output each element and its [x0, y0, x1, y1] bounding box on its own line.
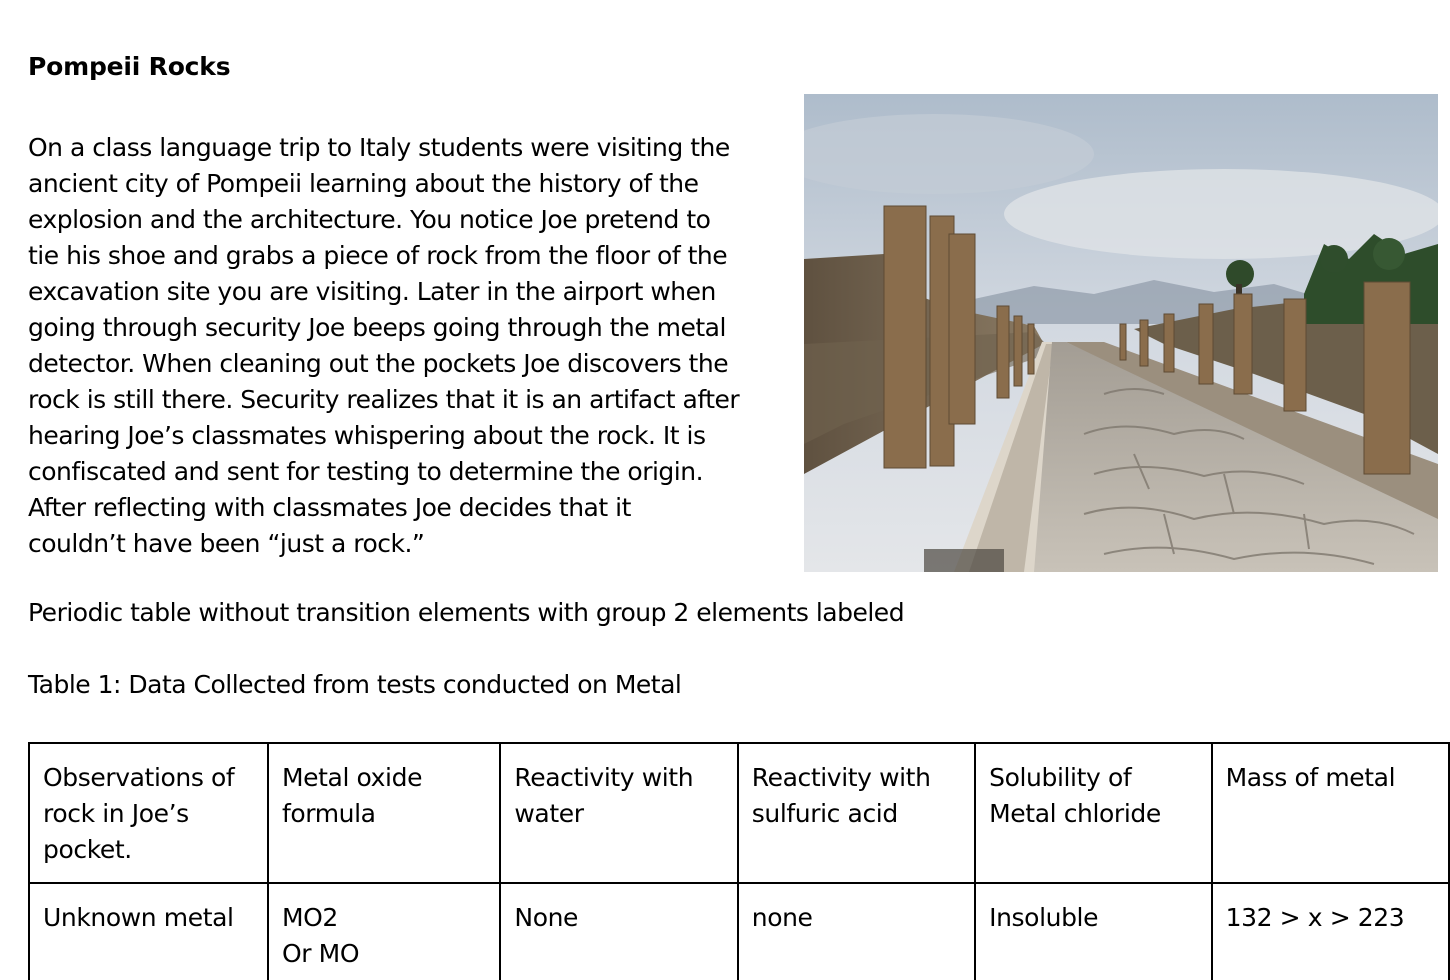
story-line: confiscated and sent for testing to determine the origin. — [28, 457, 704, 486]
metal-data-table — [28, 742, 1450, 980]
header-text: water — [514, 799, 584, 828]
pompeii-street-photo — [804, 94, 1438, 572]
cell-text: Unknown metal — [43, 903, 234, 932]
cell-text: 132 > x > 223 — [1225, 903, 1405, 932]
header-text: Metal oxide — [281, 763, 423, 792]
cell-solubility-chloride — [975, 883, 1211, 980]
cell-text: MO2 — [281, 903, 338, 932]
cell-text: Or MO — [281, 939, 360, 968]
cell-text: Insoluble — [989, 903, 1099, 932]
header-observations — [29, 743, 268, 883]
header-text: Solubility of — [989, 763, 1132, 792]
cell-text: None — [514, 903, 579, 932]
cell-observations — [29, 883, 268, 980]
story-line: ancient city of Pompeii learning about the history of the — [28, 169, 699, 198]
cell-reactivity-sulfuric-acid — [738, 883, 975, 980]
header-reactivity-water — [500, 743, 737, 883]
header-text: Mass of metal — [1225, 763, 1396, 792]
story-line: couldn’t have been “just a rock.” — [28, 529, 425, 558]
table-row — [29, 883, 1449, 980]
header-text: pocket. — [43, 835, 132, 864]
header-text: rock in Joe’s — [43, 799, 189, 828]
story-line: rock is still there. Security realizes that it is an artifact after — [28, 385, 740, 414]
cell-mass-of-metal — [1212, 883, 1449, 980]
story-line: hearing Joe’s classmates whispering about the rock. It is — [28, 421, 706, 450]
header-text: sulfuric acid — [751, 799, 898, 828]
table-header-row — [29, 743, 1449, 883]
cell-metal-oxide-formula — [268, 883, 500, 980]
story-line: explosion and the architecture. You notice Joe pretend to — [28, 205, 711, 234]
story-line: detector. When cleaning out the pockets Joe discovers the — [28, 349, 729, 378]
periodic-table-caption: Periodic table without transition elements with group 2 elements labeled — [28, 598, 905, 627]
header-mass-of-metal — [1212, 743, 1449, 883]
story-line: After reflecting with classmates Joe decides that it — [28, 493, 631, 522]
header-text: Metal chloride — [989, 799, 1161, 828]
cell-text: none — [751, 903, 813, 932]
header-text: Reactivity with — [514, 763, 694, 792]
header-metal-oxide-formula — [268, 743, 500, 883]
header-reactivity-sulfuric-acid — [738, 743, 975, 883]
cell-reactivity-water — [500, 883, 737, 980]
story-line: excavation site you are visiting. Later in the airport when — [28, 277, 716, 306]
document-title: Pompeii Rocks — [28, 52, 231, 81]
table-caption: Table 1: Data Collected from tests conducted on Metal — [28, 670, 682, 699]
story-paragraph — [28, 130, 798, 562]
story-line: tie his shoe and grabs a piece of rock from the floor of the — [28, 241, 728, 270]
story-line: going through security Joe beeps going through the metal — [28, 313, 726, 342]
header-text: formula — [281, 799, 376, 828]
header-text: Reactivity with — [751, 763, 931, 792]
story-line: On a class language trip to Italy students were visiting the — [28, 133, 730, 162]
header-solubility-chloride — [975, 743, 1211, 883]
header-text: Observations of — [43, 763, 235, 792]
